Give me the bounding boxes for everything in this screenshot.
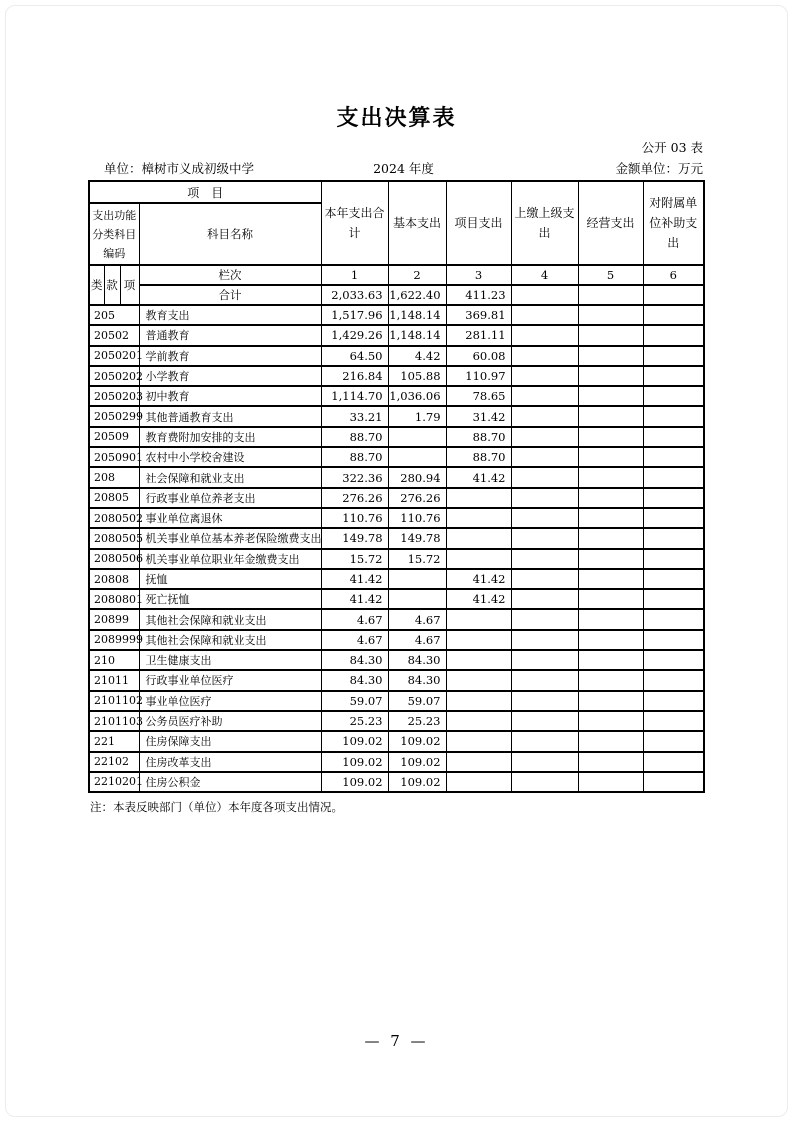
row-value-6 xyxy=(643,305,704,325)
row-code: 208 xyxy=(89,467,139,487)
total-value-2: 1,622.40 xyxy=(388,285,446,305)
row-value-2: 280.94 xyxy=(388,467,446,487)
row-value-3: 88.70 xyxy=(446,447,511,467)
row-value-6 xyxy=(643,528,704,548)
row-value-1: 33.21 xyxy=(321,406,388,426)
row-value-1: 88.70 xyxy=(321,447,388,467)
row-value-3 xyxy=(446,488,511,508)
row-value-3: 88.70 xyxy=(446,427,511,447)
row-value-5 xyxy=(578,752,643,772)
row-value-5 xyxy=(578,772,643,792)
row-value-4 xyxy=(511,528,578,548)
row-value-5 xyxy=(578,589,643,609)
row-value-4 xyxy=(511,305,578,325)
header-row-project xyxy=(89,181,704,203)
row-value-1: 109.02 xyxy=(321,752,388,772)
row-value-2 xyxy=(388,569,446,589)
row-subject-name: 机关事业单位职业年金缴费支出 xyxy=(139,549,321,569)
row-code: 20808 xyxy=(89,569,139,589)
table-row xyxy=(89,386,704,406)
row-value-3 xyxy=(446,772,511,792)
row-value-1: 1,114.70 xyxy=(321,386,388,406)
unit-label: 单位：樟树市义成初级中学 xyxy=(104,161,255,176)
row-value-1: 1,517.96 xyxy=(321,305,388,325)
row-value-5 xyxy=(578,569,643,589)
row-value-2: 1,036.06 xyxy=(388,386,446,406)
row-subject-name: 事业单位医疗 xyxy=(139,691,321,711)
row-value-4 xyxy=(511,406,578,426)
table-row xyxy=(89,569,704,589)
row-code: 2080801 xyxy=(89,589,139,609)
row-value-1: 25.23 xyxy=(321,711,388,731)
row-value-2: 59.07 xyxy=(388,691,446,711)
row-value-3: 41.42 xyxy=(446,589,511,609)
row-code: 20805 xyxy=(89,488,139,508)
row-value-1: 41.42 xyxy=(321,569,388,589)
row-value-1: 84.30 xyxy=(321,670,388,690)
row-value-4 xyxy=(511,691,578,711)
row-value-4 xyxy=(511,711,578,731)
row-value-6 xyxy=(643,346,704,366)
row-value-5 xyxy=(578,488,643,508)
row-value-6 xyxy=(643,731,704,751)
table-row xyxy=(89,488,704,508)
row-value-3: 281.11 xyxy=(446,325,511,345)
row-code: 221 xyxy=(89,731,139,751)
row-value-2 xyxy=(388,447,446,467)
row-value-3 xyxy=(446,609,511,629)
row-value-5 xyxy=(578,508,643,528)
row-value-5 xyxy=(578,528,643,548)
row-value-6 xyxy=(643,650,704,670)
row-value-6 xyxy=(643,691,704,711)
row-value-1: 88.70 xyxy=(321,427,388,447)
table-row xyxy=(89,650,704,670)
row-subject-name: 行政事业单位医疗 xyxy=(139,670,321,690)
row-code: 2050202 xyxy=(89,366,139,386)
row-value-1: 216.84 xyxy=(321,366,388,386)
row-subject-name: 学前教育 xyxy=(139,346,321,366)
row-subject-name: 其他社会保障和就业支出 xyxy=(139,609,321,629)
row-value-1: 1,429.26 xyxy=(321,325,388,345)
total-value-6 xyxy=(643,285,704,305)
col-header-project-expenditure: 项目支出 xyxy=(446,181,511,265)
row-subject-name: 初中教育 xyxy=(139,386,321,406)
row-value-3 xyxy=(446,549,511,569)
row-value-5 xyxy=(578,731,643,751)
row-value-2 xyxy=(388,589,446,609)
row-value-5 xyxy=(578,691,643,711)
table-row xyxy=(89,366,704,386)
row-code: 2101102 xyxy=(89,691,139,711)
row-subject-name: 其他普通教育支出 xyxy=(139,406,321,426)
lanci-number-5: 5 xyxy=(578,265,643,285)
code-header: 支出功能分类科目编码 xyxy=(89,203,139,265)
row-subject-name: 教育费附加安排的支出 xyxy=(139,427,321,447)
table-row xyxy=(89,406,704,426)
table-body xyxy=(89,305,704,792)
row-value-2: 110.76 xyxy=(388,508,446,528)
row-value-4 xyxy=(511,630,578,650)
row-value-5 xyxy=(578,427,643,447)
row-value-5 xyxy=(578,386,643,406)
row-value-4 xyxy=(511,670,578,690)
page-number: — 7 — xyxy=(364,1032,429,1050)
row-subject-name: 住房改革支出 xyxy=(139,752,321,772)
code-sub-lei: 类 xyxy=(89,265,104,305)
row-value-2: 149.78 xyxy=(388,528,446,548)
row-value-4 xyxy=(511,488,578,508)
row-code: 2050203 xyxy=(89,386,139,406)
header-row-lanci xyxy=(89,265,704,285)
row-value-1: 109.02 xyxy=(321,731,388,751)
total-value-3: 411.23 xyxy=(446,285,511,305)
row-value-2: 84.30 xyxy=(388,670,446,690)
row-value-3: 41.42 xyxy=(446,467,511,487)
row-value-4 xyxy=(511,609,578,629)
row-value-2: 25.23 xyxy=(388,711,446,731)
report-area xyxy=(88,139,703,815)
row-value-4 xyxy=(511,386,578,406)
subject-name-header: 科目名称 xyxy=(139,203,321,265)
row-value-2 xyxy=(388,427,446,447)
page-title: 支出决算表 xyxy=(336,106,457,131)
row-subject-name: 事业单位离退休 xyxy=(139,508,321,528)
row-value-4 xyxy=(511,650,578,670)
row-value-6 xyxy=(643,467,704,487)
row-value-6 xyxy=(643,609,704,629)
row-value-2: 109.02 xyxy=(388,731,446,751)
row-code: 2050901 xyxy=(89,447,139,467)
row-code: 22102 xyxy=(89,752,139,772)
row-subject-name: 社会保障和就业支出 xyxy=(139,467,321,487)
row-value-6 xyxy=(643,366,704,386)
row-value-4 xyxy=(511,366,578,386)
row-value-3: 369.81 xyxy=(446,305,511,325)
row-value-1: 4.67 xyxy=(321,630,388,650)
row-code: 2080505 xyxy=(89,528,139,548)
lanci-number-2: 2 xyxy=(388,265,446,285)
row-value-6 xyxy=(643,386,704,406)
row-subject-name: 公务员医疗补助 xyxy=(139,711,321,731)
row-value-3 xyxy=(446,528,511,548)
lanci-number-3: 3 xyxy=(446,265,511,285)
row-value-6 xyxy=(643,569,704,589)
row-value-2: 105.88 xyxy=(388,366,446,386)
row-subject-name: 抚恤 xyxy=(139,569,321,589)
table-row xyxy=(89,549,704,569)
row-value-3 xyxy=(446,670,511,690)
row-value-6 xyxy=(643,488,704,508)
table-row xyxy=(89,508,704,528)
row-value-5 xyxy=(578,406,643,426)
row-subject-name: 其他社会保障和就业支出 xyxy=(139,630,321,650)
row-code: 2050201 xyxy=(89,346,139,366)
row-subject-name: 教育支出 xyxy=(139,305,321,325)
row-code: 210 xyxy=(89,650,139,670)
row-code: 21011 xyxy=(89,670,139,690)
row-value-6 xyxy=(643,508,704,528)
row-value-1: 109.02 xyxy=(321,772,388,792)
row-value-1: 110.76 xyxy=(321,508,388,528)
row-value-2: 84.30 xyxy=(388,650,446,670)
row-value-5 xyxy=(578,711,643,731)
lanci-number-6: 6 xyxy=(643,265,704,285)
table-row xyxy=(89,346,704,366)
table-row xyxy=(89,691,704,711)
row-value-5 xyxy=(578,447,643,467)
row-value-6 xyxy=(643,406,704,426)
row-value-5 xyxy=(578,609,643,629)
table-row xyxy=(89,528,704,548)
row-value-2: 4.67 xyxy=(388,630,446,650)
row-value-4 xyxy=(511,549,578,569)
row-value-4 xyxy=(511,325,578,345)
row-value-3 xyxy=(446,691,511,711)
row-value-2: 1.79 xyxy=(388,406,446,426)
table-row xyxy=(89,589,704,609)
row-subject-name: 住房保障支出 xyxy=(139,731,321,751)
row-value-5 xyxy=(578,549,643,569)
lanci-number-1: 1 xyxy=(321,265,388,285)
row-value-1: 59.07 xyxy=(321,691,388,711)
row-value-1: 322.36 xyxy=(321,467,388,487)
col-header-operating-expenditure: 经营支出 xyxy=(578,181,643,265)
row-value-1: 64.50 xyxy=(321,346,388,366)
row-value-4 xyxy=(511,772,578,792)
row-subject-name: 卫生健康支出 xyxy=(139,650,321,670)
public-table-label: 公开 03 表 xyxy=(641,140,703,155)
row-value-2: 4.42 xyxy=(388,346,446,366)
code-sub-kuan: 款 xyxy=(104,265,120,305)
table-row xyxy=(89,305,704,325)
row-value-5 xyxy=(578,630,643,650)
row-code: 2101103 xyxy=(89,711,139,731)
row-value-1: 15.72 xyxy=(321,549,388,569)
row-subject-name: 机关事业单位基本养老保险缴费支出 xyxy=(139,528,321,548)
row-value-5 xyxy=(578,346,643,366)
row-value-3: 110.97 xyxy=(446,366,511,386)
row-code: 205 xyxy=(89,305,139,325)
row-value-2: 109.02 xyxy=(388,752,446,772)
table-row xyxy=(89,609,704,629)
row-code: 20509 xyxy=(89,427,139,447)
row-value-3 xyxy=(446,630,511,650)
table-row xyxy=(89,731,704,751)
amount-unit-label: 金额单位：万元 xyxy=(615,161,704,176)
row-value-5 xyxy=(578,670,643,690)
row-value-2: 1,148.14 xyxy=(388,325,446,345)
row-code: 20502 xyxy=(89,325,139,345)
total-value-4 xyxy=(511,285,578,305)
table-row xyxy=(89,772,704,792)
table-note: 注：本表反映部门（单位）本年度各项支出情况。 xyxy=(90,800,343,815)
row-value-1: 4.67 xyxy=(321,609,388,629)
row-value-4 xyxy=(511,752,578,772)
table-row xyxy=(89,447,704,467)
year-label: 2024 年度 xyxy=(373,161,434,176)
meta-row xyxy=(88,160,703,177)
row-code: 20899 xyxy=(89,609,139,629)
col-header-basic-expenditure: 基本支出 xyxy=(388,181,446,265)
row-value-5 xyxy=(578,467,643,487)
expenditure-table xyxy=(88,180,705,793)
row-subject-name: 住房公积金 xyxy=(139,772,321,792)
row-value-1: 84.30 xyxy=(321,650,388,670)
row-code: 2080506 xyxy=(89,549,139,569)
total-value-1: 2,033.63 xyxy=(321,285,388,305)
row-value-2: 109.02 xyxy=(388,772,446,792)
row-code: 2210201 xyxy=(89,772,139,792)
row-subject-name: 死亡抚恤 xyxy=(139,589,321,609)
table-row xyxy=(89,467,704,487)
row-value-4 xyxy=(511,447,578,467)
row-subject-name: 行政事业单位养老支出 xyxy=(139,488,321,508)
row-value-4 xyxy=(511,731,578,751)
table-row xyxy=(89,427,704,447)
row-value-1: 41.42 xyxy=(321,589,388,609)
row-value-6 xyxy=(643,427,704,447)
row-value-3 xyxy=(446,752,511,772)
project-header: 项 目 xyxy=(89,181,321,203)
row-value-2: 4.67 xyxy=(388,609,446,629)
row-value-6 xyxy=(643,630,704,650)
row-value-5 xyxy=(578,305,643,325)
row-value-4 xyxy=(511,427,578,447)
row-value-3: 41.42 xyxy=(446,569,511,589)
row-value-3 xyxy=(446,508,511,528)
row-value-6 xyxy=(643,325,704,345)
row-value-3: 78.65 xyxy=(446,386,511,406)
row-value-6 xyxy=(643,549,704,569)
row-subject-name: 普通教育 xyxy=(139,325,321,345)
row-value-4 xyxy=(511,589,578,609)
row-value-5 xyxy=(578,325,643,345)
total-value-5 xyxy=(578,285,643,305)
row-value-3: 60.08 xyxy=(446,346,511,366)
row-value-4 xyxy=(511,467,578,487)
row-code: 2089999 xyxy=(89,630,139,650)
row-value-1: 276.26 xyxy=(321,488,388,508)
row-value-3 xyxy=(446,711,511,731)
row-value-2: 276.26 xyxy=(388,488,446,508)
table-row xyxy=(89,752,704,772)
row-value-6 xyxy=(643,752,704,772)
table-row xyxy=(89,711,704,731)
row-value-6 xyxy=(643,447,704,467)
row-value-5 xyxy=(578,366,643,386)
row-value-4 xyxy=(511,508,578,528)
total-row-label: 合计 xyxy=(139,285,321,305)
table-row xyxy=(89,670,704,690)
row-subject-name: 小学教育 xyxy=(139,366,321,386)
total-row xyxy=(89,285,704,305)
table-row xyxy=(89,630,704,650)
row-value-1: 149.78 xyxy=(321,528,388,548)
row-value-3: 31.42 xyxy=(446,406,511,426)
lanci-header: 栏次 xyxy=(139,265,321,285)
row-code: 2080502 xyxy=(89,508,139,528)
table-row xyxy=(89,325,704,345)
col-header-upturn-expenditure: 上缴上级支出 xyxy=(511,181,578,265)
lanci-number-4: 4 xyxy=(511,265,578,285)
row-code: 2050299 xyxy=(89,406,139,426)
row-value-3 xyxy=(446,650,511,670)
row-value-4 xyxy=(511,346,578,366)
row-value-4 xyxy=(511,569,578,589)
row-value-6 xyxy=(643,772,704,792)
row-value-6 xyxy=(643,670,704,690)
row-value-3 xyxy=(446,731,511,751)
col-header-subsidy-expenditure: 对附属单位补助支出 xyxy=(643,181,704,265)
row-value-6 xyxy=(643,589,704,609)
row-value-2: 15.72 xyxy=(388,549,446,569)
row-value-5 xyxy=(578,650,643,670)
col-header-current-year-total: 本年支出合计 xyxy=(321,181,388,265)
code-sub-xiang: 项 xyxy=(120,265,139,305)
row-value-2: 1,148.14 xyxy=(388,305,446,325)
row-subject-name: 农村中小学校舍建设 xyxy=(139,447,321,467)
row-value-6 xyxy=(643,711,704,731)
